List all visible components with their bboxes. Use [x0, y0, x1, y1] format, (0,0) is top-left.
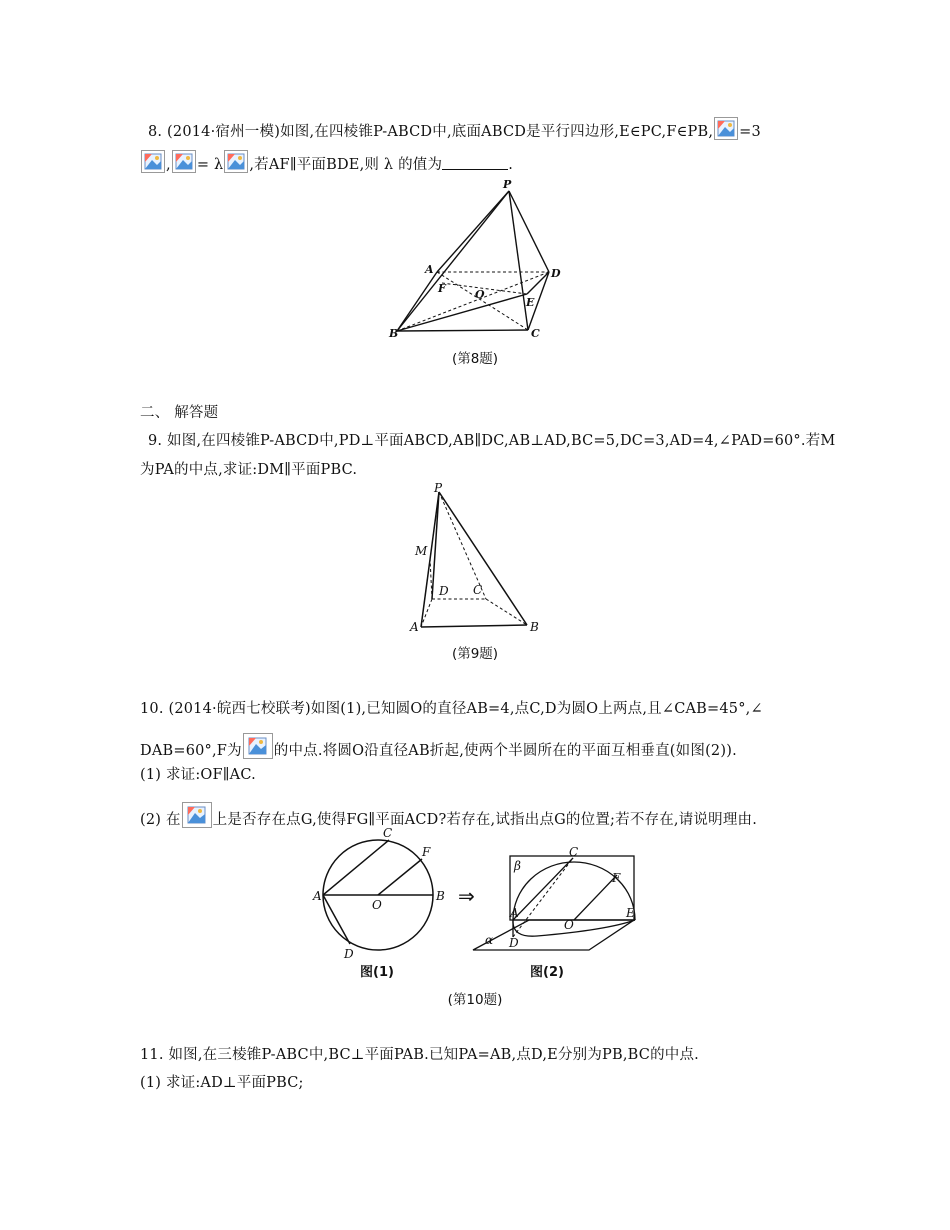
q8-pyramid-figure: [380, 175, 580, 345]
fig1-label-A: A: [313, 889, 322, 903]
q8-caption: (第8题): [451, 351, 499, 367]
broken-image-icon: [172, 150, 196, 173]
label-E: E: [526, 296, 535, 309]
fig2-label-A: A: [510, 906, 519, 920]
fig2-label-beta: β: [514, 859, 521, 873]
q9-line-1: 9. 如图,在四棱锥P-ABCD中,PD⊥平面ABCD,AB∥DC,AB⊥AD,BC=5,DC=3,AD=4,∠PAD=60°.若M: [148, 433, 836, 449]
fig1-label-C: C: [383, 826, 393, 840]
label-A: A: [410, 620, 419, 634]
fig1-label-F: F: [422, 845, 431, 859]
q10-line-1: 10. (2014·皖西七校联考)如图(1),已知圆O的直径AB=4,点C,D为圆O上两点,且∠CAB=45°,∠: [140, 701, 763, 717]
fig1-circle: [323, 840, 433, 950]
fig1-label-O: O: [372, 898, 382, 912]
label-B: B: [389, 327, 399, 340]
fig2-folded: [473, 856, 635, 950]
fig2-label-O: O: [564, 918, 574, 932]
label-O: O: [475, 288, 485, 301]
label-M: M: [415, 544, 428, 558]
implies-arrow: ⇒: [458, 884, 475, 908]
q10-line-2: [140, 733, 737, 761]
fig1-label-D: D: [344, 947, 354, 961]
label-P: P: [503, 178, 512, 191]
section-title: 二、 解答题: [140, 405, 219, 421]
q11-line-1: 11. 如图,在三棱锥P-ABC中,BC⊥平面PAB.已知PA=AB,点D,E分别为PB,BC的中点.: [140, 1047, 699, 1063]
q10-text-4b: 上是否存在点G,使得FG∥平面ACD?若存在,试指出点G的位置;若不存在,请说明理由.: [212, 812, 758, 828]
label-C: C: [473, 583, 483, 597]
q11-line-2: (1) 求证:AD⊥平面PBC;: [140, 1075, 304, 1091]
q8-line-1: [148, 117, 761, 142]
label-P: P: [434, 481, 443, 495]
label-B: B: [530, 620, 539, 634]
q8-text-6: .: [508, 157, 514, 173]
broken-image-icon: [243, 733, 273, 759]
q9-line-2: 为PA的中点,求证:DM∥平面PBC.: [140, 462, 358, 478]
fig1-label-B: B: [436, 889, 445, 903]
q10-figure: [305, 825, 650, 985]
q10-text-4a: (2) 在: [140, 812, 181, 828]
q9-pyramid-figure: [400, 478, 560, 638]
q10-line-3: (1) 求证:OF∥AC.: [140, 767, 256, 783]
fig1-caption: 图(1): [360, 965, 394, 980]
q10-text-2a: DAB=60°,F为: [140, 743, 242, 759]
q8-line-2: [140, 150, 513, 175]
fig2-label-alpha: α: [485, 933, 494, 947]
label-A: A: [425, 263, 434, 276]
fig2-label-D: D: [509, 936, 519, 950]
answer-blank: [442, 155, 508, 170]
broken-image-icon: [141, 150, 165, 173]
label-D: D: [551, 267, 561, 280]
q8-text-5: ,若AF∥平面BDE,则 λ 的值为: [249, 157, 443, 173]
fig2-label-F: F: [612, 871, 621, 885]
broken-image-icon: [714, 117, 738, 140]
label-D: D: [439, 584, 449, 598]
q8-text-4: = λ: [196, 157, 224, 173]
label-F: F: [438, 282, 446, 295]
q9-caption: (第9题): [451, 646, 499, 662]
q8-text-1: 8. (2014·宿州一模)如图,在四棱锥P-ABCD中,底面ABCD是平行四边形,E∈PC,F∈PB,: [148, 124, 714, 140]
fig2-label-C: C: [569, 845, 579, 859]
q10-text-2b: 的中点.将圆O沿直径AB折起,使两个半圆所在的平面互相垂直(如图(2)).: [273, 743, 737, 759]
q8-text-3: ,: [166, 157, 171, 173]
label-C: C: [531, 327, 540, 340]
broken-image-icon: [182, 802, 212, 828]
q10-caption: (第10题): [447, 992, 503, 1008]
fig2-label-E: E: [626, 906, 635, 920]
broken-image-icon: [224, 150, 248, 173]
fig2-caption: 图(2): [530, 965, 564, 980]
q8-text-2: =3: [739, 124, 761, 140]
